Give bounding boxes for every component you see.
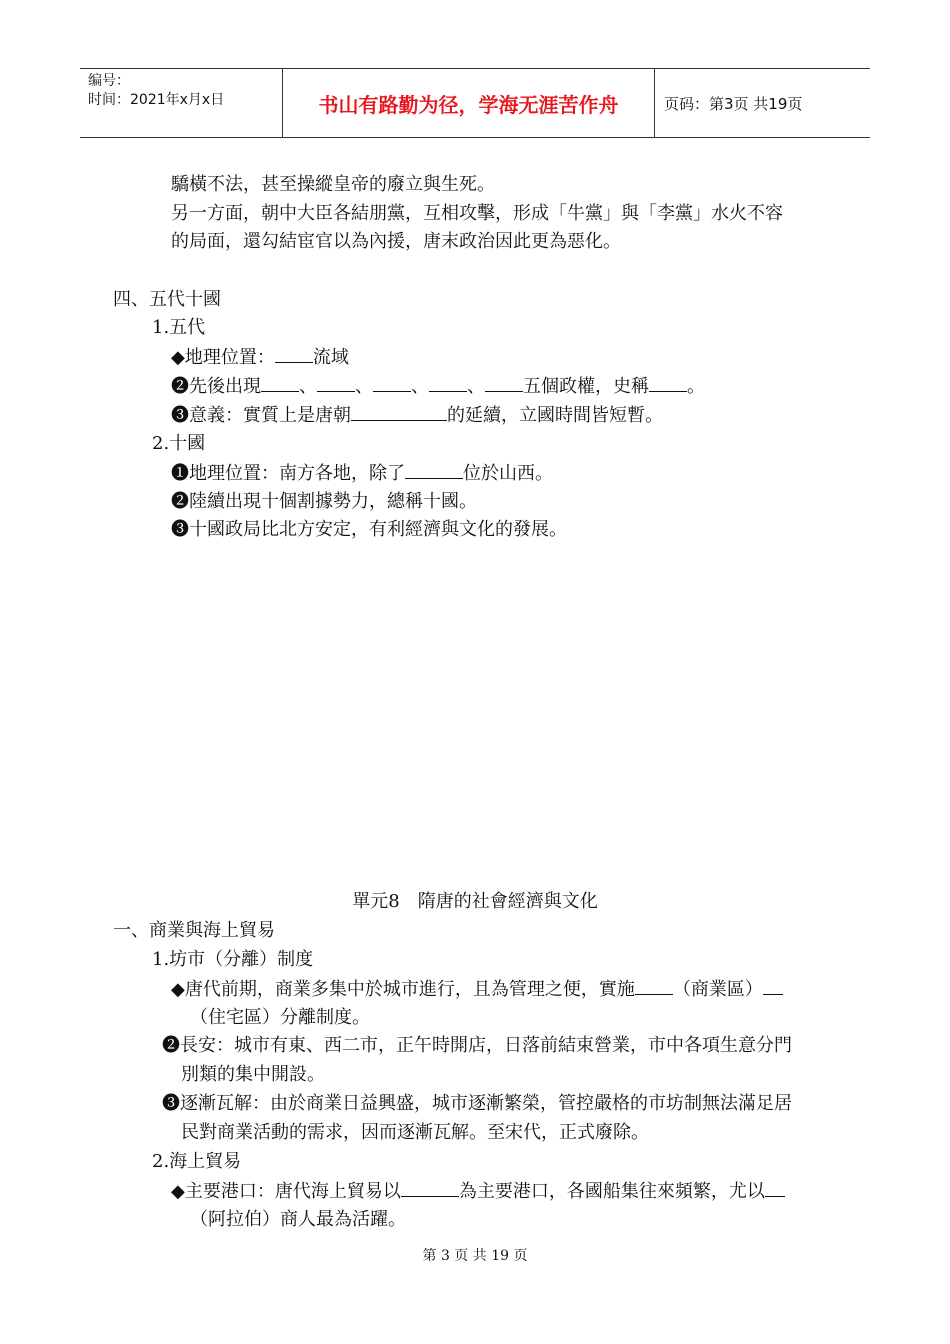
list-item-continuation: （住宅區）分離制度。 xyxy=(190,1007,370,1028)
document-header xyxy=(80,68,870,138)
list-item: ◆地理位置： 流域 xyxy=(171,344,349,371)
fill-blank xyxy=(373,373,411,392)
fill-blank xyxy=(649,373,687,392)
subsection-title-ten-kingdoms: 2.十國 xyxy=(152,433,206,454)
subsection-title-five-dynasties: 1.五代 xyxy=(152,317,206,338)
fill-blank xyxy=(401,1178,459,1197)
fill-blank xyxy=(317,373,355,392)
header-motto: 书山有路勤为径，学海无涯苦作舟 xyxy=(283,69,655,137)
fill-blank xyxy=(485,373,523,392)
list-item: ◆主要港口：唐代海上貿易以 為主要港口，各國船集往來頻繁，尤以 xyxy=(171,1178,785,1205)
fill-blank xyxy=(275,344,313,363)
fill-blank xyxy=(763,976,783,995)
list-item: ❷長安：城市有東、西二市，正午時開店，日落前結束營業，市中各項生意分門 xyxy=(162,1035,792,1056)
number-label: 编号： xyxy=(88,73,130,89)
list-item: ❷陸續出現十個割據勢力，總稱十國。 xyxy=(171,491,477,512)
section-title-five-dynasties: 四、五代十國 xyxy=(113,289,221,310)
list-item: ❸十國政局比北方安定，有利經濟與文化的發展。 xyxy=(171,519,567,540)
fill-blank xyxy=(351,402,447,421)
header-page-info: 页码：第3页 共19页 xyxy=(664,94,803,113)
subsection-title-maritime-trade: 2.海上貿易 xyxy=(152,1151,242,1172)
fill-blank xyxy=(765,1178,785,1197)
intro-line-3: 的局面，還勾結宦官以為內援，唐末政治因此更為惡化。 xyxy=(171,231,621,252)
fill-blank xyxy=(405,460,463,479)
list-item-continuation: （阿拉伯）商人最為活躍。 xyxy=(190,1209,406,1230)
fill-blank xyxy=(635,976,673,995)
list-item: ◆唐代前期，商業多集中於城市進行，且為管理之便，實施 （商業區） xyxy=(171,976,783,1003)
intro-line-2: 另一方面，朝中大臣各結朋黨，互相攻擊，形成「牛黨」與「李黨」水火不容 xyxy=(171,203,783,224)
unit-title: 單元8 隋唐的社會經濟與文化 xyxy=(352,891,598,912)
fill-blank xyxy=(429,373,467,392)
subsection-title-fangshi: 1.坊市（分離）制度 xyxy=(152,949,314,970)
list-item: ❷先後出現 、 、 、 、 五個政權，史稱 。 xyxy=(171,373,705,400)
header-info-cell xyxy=(80,69,283,137)
page-footer: 第 3 页 共 19 页 xyxy=(422,1248,528,1264)
list-item: ❸意義：實質上是唐朝 的延續，立國時間皆短暫。 xyxy=(171,402,663,429)
list-item-continuation: 民對商業活動的需求，因而逐漸瓦解。至宋代，正式廢除。 xyxy=(181,1122,649,1143)
list-item: ❸逐漸瓦解：由於商業日益興盛，城市逐漸繁榮，管控嚴格的市坊制無法滿足居 xyxy=(162,1093,792,1114)
intro-line-1: 驕橫不法，甚至操縱皇帝的廢立與生死。 xyxy=(171,174,495,195)
list-item: ❶地理位置：南方各地，除了 位於山西。 xyxy=(171,460,553,487)
list-item-continuation: 別類的集中開設。 xyxy=(181,1064,325,1085)
section-title-commerce: 一、商業與海上貿易 xyxy=(113,920,275,941)
fill-blank xyxy=(261,373,299,392)
time-label: 时间：2021年x月x日 xyxy=(88,92,225,108)
